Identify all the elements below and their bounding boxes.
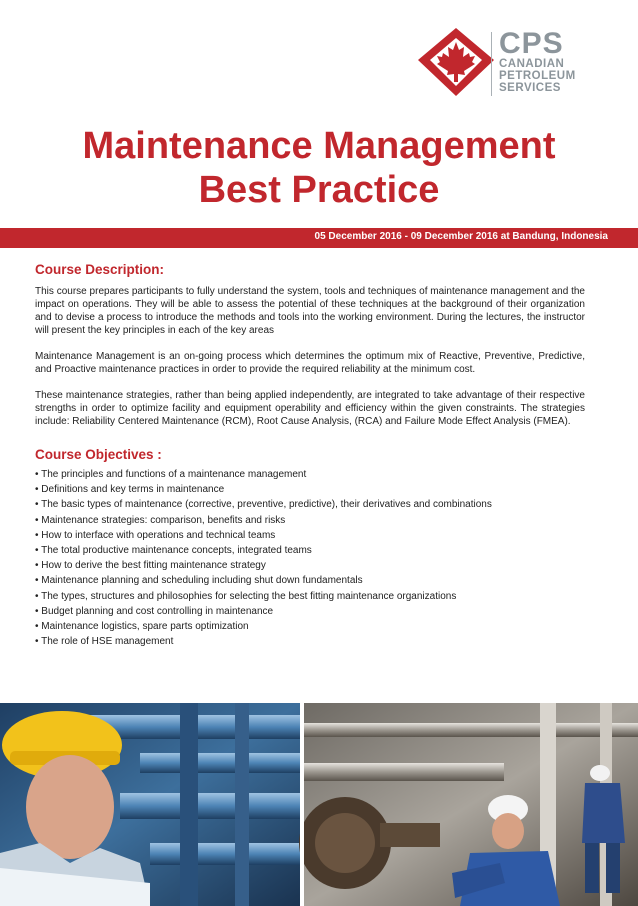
industrial-photo-strip xyxy=(0,703,638,906)
logo-line-2: PETROLEUM xyxy=(499,70,576,82)
list-item: • The role of HSE management xyxy=(35,636,174,648)
description-heading: Course Description: xyxy=(35,262,165,277)
date-bar xyxy=(0,228,638,248)
list-item: • The principles and functions of a maintenance management xyxy=(35,469,307,480)
logo-brand: CPS xyxy=(499,27,564,60)
description-paragraph-2: Maintenance Management is an on-going process which determines the optimum mix of Reactive, Preventive, Predictive, and Proactive maintenance practices in order to provide the required reliability at the minimum cost. xyxy=(35,351,585,375)
description-paragraph-1: This course prepares participants to fully understand the system, tools and techniques of maintenance management and the impact on operations. They will be able to assess the potential of these techniques at the background of their organization and to devise a process to introduce the methods and tools into the working environment. During the lectures, the instructor will present the key principles in each of the key areas xyxy=(35,286,585,336)
logo-divider xyxy=(491,32,492,96)
list-item: • The types, structures and philosophies for selecting the best fitting maintenance organizations xyxy=(35,590,457,602)
page-title xyxy=(0,124,638,212)
list-item: • Maintenance logistics, spare parts optimization xyxy=(35,621,249,633)
list-item: • Definitions and key terms in maintenance xyxy=(35,484,225,496)
list-item: • Budget planning and cost controlling in maintenance xyxy=(35,605,274,617)
date-location-text: 05 December 2016 - 09 December 2016 at Bandung, Indonesia xyxy=(314,231,608,242)
logo-line-1: CANADIAN xyxy=(499,58,565,70)
objectives-list xyxy=(35,467,585,649)
title-line-2: Best Practice xyxy=(198,169,440,211)
list-item: • The total productive maintenance concepts, integrated teams xyxy=(35,545,312,557)
list-item: • How to interface with operations and technical teams xyxy=(35,529,276,541)
list-item: • How to derive the best fitting maintenance strategy xyxy=(35,560,266,572)
course-content xyxy=(35,262,585,649)
logo-text xyxy=(499,27,576,94)
title-line-1: Maintenance Management xyxy=(82,125,556,167)
objectives-heading: Course Objectives : xyxy=(35,447,162,462)
logo-line-3: SERVICES xyxy=(499,82,561,94)
list-item: • Maintenance strategies: comparison, benefits and risks xyxy=(35,514,286,526)
description-paragraph-3: These maintenance strategies, rather than being applied independently, are integrated to take advantage of their respective strengths in order to optimize facility and equipment operability and efficiency within the given constraints. The strategies include: Reliability Centered Maintenance (RCM), Root Cause Analysis, (RCA) and Failure Mode Effect Analysis (FMEA). xyxy=(35,390,585,427)
list-item: • Maintenance planning and scheduling including shut down fundamentals xyxy=(35,575,363,587)
list-item: • The basic types of maintenance (corrective, preventive, predictive), their derivatives and combinations xyxy=(35,499,492,511)
